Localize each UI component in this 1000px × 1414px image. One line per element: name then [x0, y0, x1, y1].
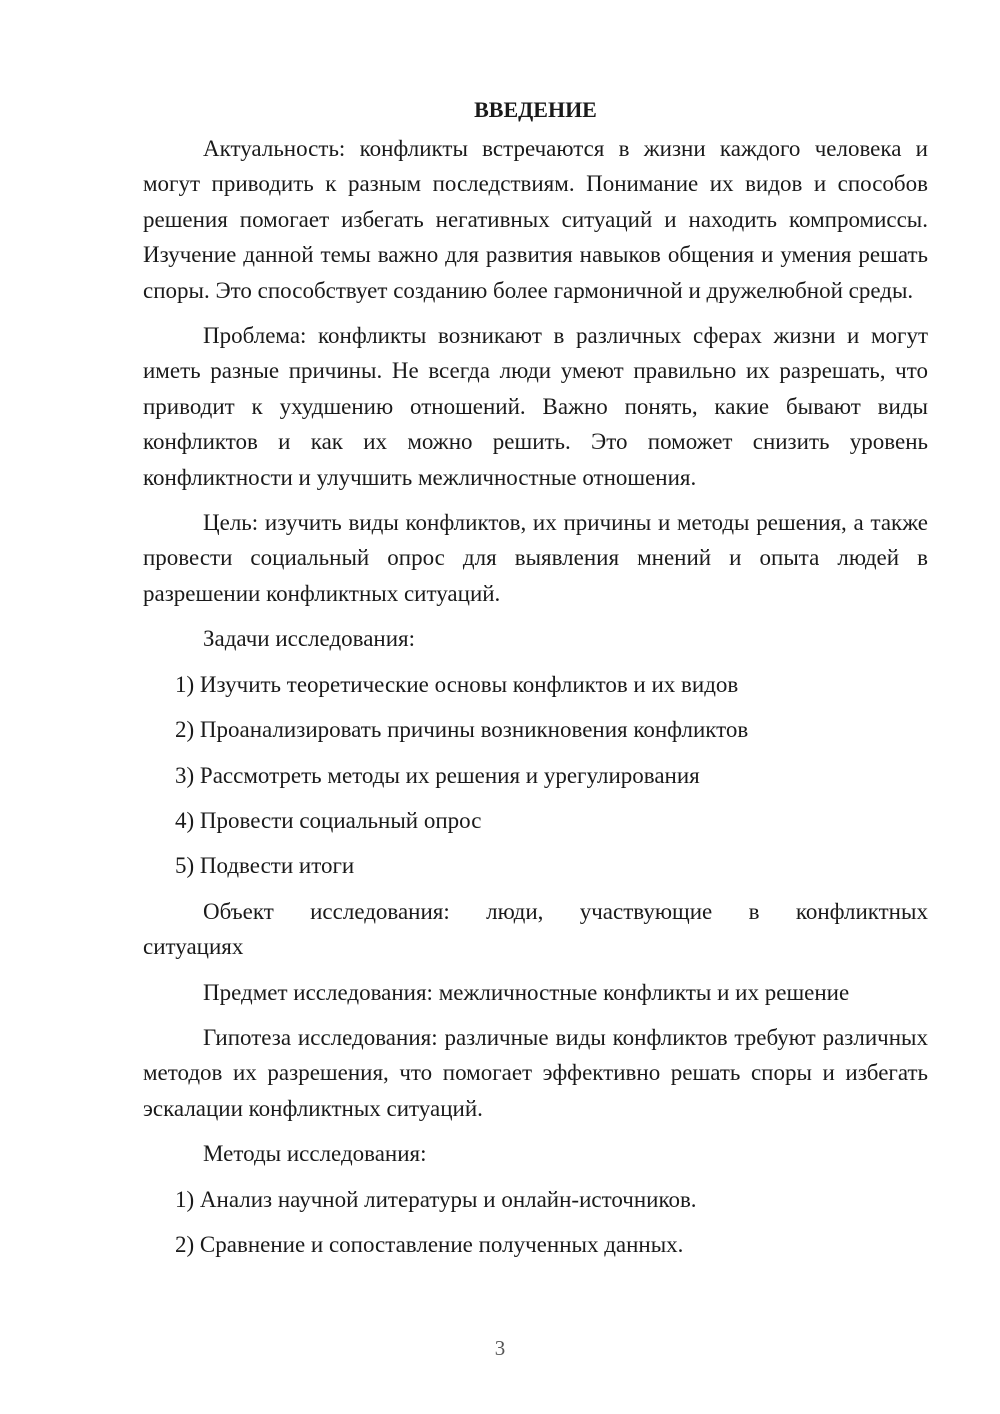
task-item-3: 3) Рассмотреть методы их решения и урегулирования	[175, 762, 700, 788]
object-word: участвующие	[579, 898, 713, 924]
hypothesis-paragraph: Гипотеза исследования: различные виды конфликтов требуют различных методов их разрешения, что помогает эффективно решать споры и избегать эскалации конфликтных ситуаций.	[143, 1024, 928, 1121]
task-item-2: 2) Проанализировать причины возникновения конфликтов	[175, 717, 749, 743]
problem-paragraph: Проблема: конфликты возникают в различных сферах жизни и могут иметь разные причины. Не всегда люди умеют правильно их разрешать, что приводит к ухудшению отношений. Важно понять, какие бывают виды конфликтов и как их можно решить. Это поможет снизить уровень конфликтности и улучшить межличностные отношения.	[143, 323, 928, 490]
object-word: люди,	[486, 898, 544, 924]
object-continuation: ситуациях	[143, 934, 244, 960]
relevance-paragraph: Актуальность: конфликты встречаются в жизни каждого человека и могут приводить к разным последствиям. Понимание их видов и способов решения помогает избегать негативных ситуаций и находить компромиссы. Изучение данной темы важно для развития навыков общения и умения решать споры. Это способствует созданию более гармоничной и дружелюбной среды.	[143, 136, 928, 303]
task-item-5: 5) Подвести итоги	[175, 853, 355, 879]
object-word: в	[748, 898, 760, 924]
method-item-1: 1) Анализ научной литературы и онлайн-источников.	[175, 1186, 697, 1212]
methods-heading: Методы исследования:	[203, 1141, 427, 1167]
page-content	[143, 92, 928, 1272]
task-item-1: 1) Изучить теоретические основы конфликтов и их видов	[175, 671, 739, 697]
object-word: исследования:	[310, 898, 450, 924]
task-item-4: 4) Провести социальный опрос	[175, 807, 482, 833]
tasks-heading: Задачи исследования:	[203, 626, 416, 652]
object-word: конфликтных	[795, 898, 928, 924]
object-first-line	[143, 894, 928, 929]
method-item-2: 2) Сравнение и сопоставление полученных данных.	[175, 1231, 684, 1257]
tasks-list	[143, 667, 928, 884]
object-paragraph	[143, 894, 928, 965]
section-title: ВВЕДЕНИЕ	[474, 97, 597, 122]
methods-list	[143, 1182, 928, 1263]
subject-paragraph: Предмет исследования: межличностные конфликты и их решение	[203, 979, 850, 1005]
page-number: 3	[494, 1336, 506, 1360]
goal-paragraph: Цель: изучить виды конфликтов, их причины и методы решения, а также провести социальный опрос для выявления мнений и опыта людей в разрешении конфликтных ситуаций.	[143, 510, 928, 606]
object-word: Объект	[203, 898, 274, 924]
